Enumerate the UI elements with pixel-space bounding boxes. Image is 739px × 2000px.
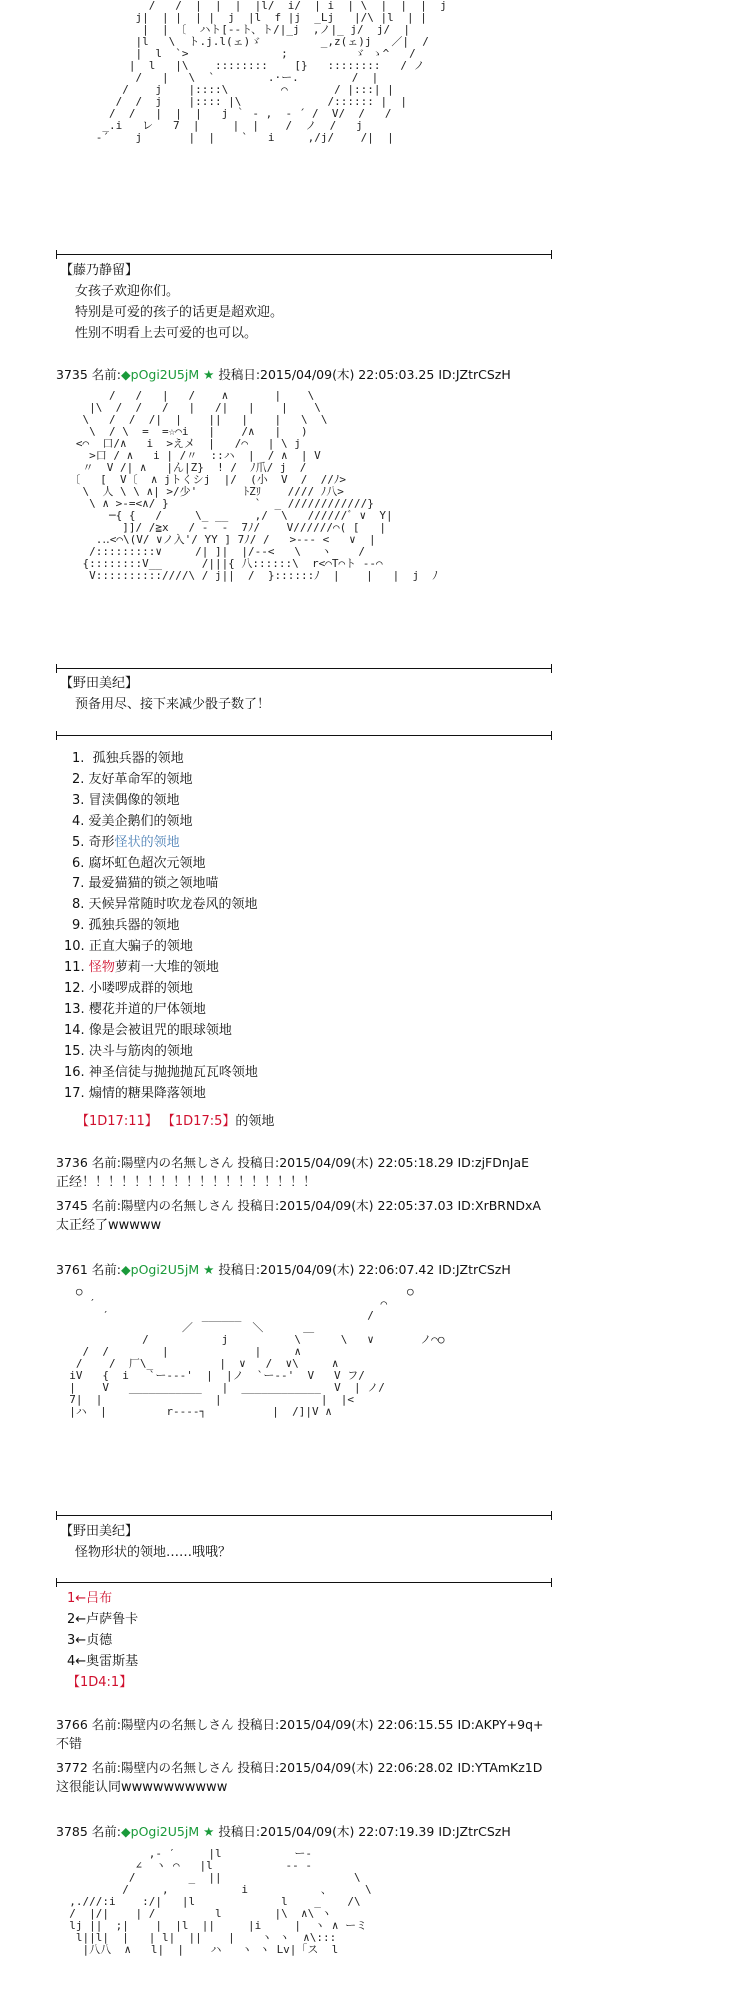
list-item: 1. 孤独兵器的领地 — [72, 751, 184, 766]
choice-item: 1←吕布 — [67, 1591, 113, 1606]
choice-item: 4←奥雷斯基 — [67, 1654, 139, 1669]
post-header-3785: 3785 名前:◆pOgi2U5jM ★ 投稿日:2015/04/09(木) 22:07:19.39 ID:JZtrCSzH — [56, 1824, 511, 1839]
list-item: 12. 小喽啰成群的领地 — [64, 980, 193, 996]
star-icon: ★ — [203, 367, 215, 382]
post-body: 太正经了wwwww — [56, 1218, 162, 1233]
ascii-art-noda-2: ○ ○ ′ ⌒ ′ ______ / ／ ＼ ＿ / j \ \ ∨ ノ⌒○ / / | | ∧ / / 厂\_ | ∨ / ∨\ ∧ iV { i `ー‐‐‐' | |ノ `ー‐‐' V V フ/ | V ___________ | ____________ V | ノ/ 7| | | | |< |ハ | r‐‐‐‐┐ | /]|V ∧ — [69, 1285, 445, 1418]
list-item: 3. 冒渎偶像的领地 — [72, 792, 180, 808]
highlight-text: 怪状的领地 — [114, 834, 180, 850]
post-body: 这很能认同wwwwwwwwww — [56, 1780, 228, 1795]
post-number[interactable]: 3772 — [56, 1760, 88, 1775]
dialogue-line: 女孩子欢迎你们。 — [75, 284, 180, 299]
list-item: 16. 神圣信徒与抛抛抛瓦瓦咚领地 — [64, 1064, 258, 1080]
list-item: 10. 正直大骗子的领地 — [64, 939, 193, 955]
post-header-3766: 3766 名前:陽壁内の名無しさん 投稿日:2015/04/09(木) 22:06:15.55 ID:AKPY+9q+ — [56, 1717, 544, 1732]
dialogue-line: 怪物形状的领地……哦哦？ — [75, 1545, 232, 1560]
list-item: 11. 怪物萝莉一大堆的领地 — [64, 960, 219, 976]
tripcode: ◆pOgi2U5jM — [121, 1824, 200, 1839]
list-item: 14. 像是会被诅咒的眼球领地 — [64, 1022, 232, 1038]
post-header-3735 — [56, 367, 511, 383]
post-body: 不错 — [56, 1737, 83, 1752]
territory-list — [64, 749, 258, 1104]
section-divider — [56, 1515, 552, 1516]
post-number[interactable]: 3766 — [56, 1717, 88, 1732]
section-divider — [56, 1582, 552, 1583]
post-number[interactable]: 3745 — [56, 1198, 88, 1213]
list-item: 2. 友好革命军的领地 — [72, 771, 193, 787]
tripcode: ◆pOgi2U5jM — [121, 1262, 200, 1277]
post-header-3761: 3761 名前:◆pOgi2U5jM ★ 投稿日:2015/04/09(木) 22:06:07.42 ID:JZtrCSzH — [56, 1262, 511, 1277]
post-number[interactable]: 3736 — [56, 1155, 88, 1170]
section-divider — [56, 735, 552, 736]
poster-id[interactable]: ID:AKPY+9q+ — [457, 1717, 544, 1732]
speaker-label: 【野田美纪】 — [60, 1524, 139, 1539]
poster-id[interactable]: ID:zjFDnJaE — [457, 1155, 530, 1170]
list-item: 15. 决斗与筋肉的领地 — [64, 1043, 193, 1059]
post-date: 2015/04/09(木) 22:05:03.25 — [260, 367, 435, 382]
list-item: 4. 爱美企鹅们的领地 — [72, 813, 193, 829]
date-label: 投稿日: — [218, 367, 261, 382]
poster-id[interactable]: ID:XrBRNDxA — [457, 1198, 541, 1213]
post-number[interactable]: 3785 — [56, 1824, 88, 1839]
name-label: 名前: — [91, 367, 122, 382]
post-header-3745: 3745 名前:陽壁内の名無しさん 投稿日:2015/04/09(木) 22:05:37.03 ID:XrBRNDxA — [56, 1198, 541, 1213]
poster-id[interactable]: ID:JZtrCSzH — [438, 1262, 511, 1277]
section-divider — [56, 254, 552, 255]
speaker-label: 【野田美纪】 — [60, 676, 139, 691]
list-item: 5. 奇形怪状的领地 — [72, 834, 180, 850]
dialogue-line: 特别是可爱的孩子的话更是超欢迎。 — [75, 305, 284, 320]
highlight-text: 怪物 — [88, 960, 115, 976]
choice-item: 2←卢萨鲁卡 — [67, 1612, 139, 1627]
ascii-art-noda-3: ,‐ ′ |l ー‐ ∠ ヽ ⌒ |l ‐‐ ‐ / _ || \ / , i 、 \ ,.///:i :/| |l l _ /\ / |/| | / l |\ ∧\ ヽ lj || ;| | |l || |i | ヽ ∧ ーミ l||l| | | l| || | ヽ ヽ ∧\::: |八八 ∧ l| | ハ ヽ ヽ Lv|「ス l — [69, 1847, 372, 1956]
list-item: 7. 最爱猫猫的锁之领地喵 — [72, 876, 219, 892]
dice-result: 【1D17:11】 【1D17:5】的领地 — [76, 1114, 275, 1129]
list-item: 9. 孤独兵器的领地 — [72, 918, 180, 934]
list-item: 17. 煽情的糖果降落领地 — [64, 1085, 206, 1101]
tripcode: ◆pOgi2U5jM — [121, 367, 200, 382]
post-header-3772: 3772 名前:陽壁内の名無しさん 投稿日:2015/04/09(木) 22:06:28.02 ID:YTAmKz1D — [56, 1760, 543, 1775]
post-number[interactable]: 3735 — [56, 367, 88, 382]
post-body: 正经！！！！！！！！！！！！！！！！！！ — [56, 1175, 317, 1190]
list-item: 8. 天候异常随时吹龙卷风的领地 — [72, 897, 258, 913]
dice-result: 【1D4:1】 — [67, 1675, 133, 1690]
star-icon: ★ — [203, 1824, 215, 1839]
list-item: 6. 腐坏虹色超次元领地 — [72, 855, 206, 871]
ascii-art-noda-1: / / | / ∧ | \ |\ / / / | /| | | \ \ / / /| | || | | \ \ \ / \ = =☆⌒i | /∧ | ) <⌒ 口/∧ i >えメ | /⌒ | \ j >口 / ∧ i | /〃 ::ハ | / ∧ | V 〃 V /| ∧ |ん|Z} ! / ﾉ爪/ j / 〔 [ V〔 ∧ jトくシj |/ (小 V / //ﾉ> \ 人 \ \ ∧| >/少' ﾄZﾘ //// ﾉ八> \ ∧ >‐=<∧/ } ` _ ////////////} ─{ { / \_ __ ,/ \ //////ﾞ ∨ Y| ]]/ /≧x / ‐ ‐ 7ﾉ/ V//////⌒( [ | .‥<⌒\(V/ ∨ノ入'/ YY ] 7ﾉ/ / >‐‐‐ < ∨ | /:::::::::∨ /| ]| |/‐‐< \ ヽ / {::::::::V__ /|||{ 八::::::\ r<⌒T⌒ト ‐‐⌒ V::::::::::////\ / j|| / }::::::ﾉ | | | j ﾉ — [69, 389, 438, 582]
poster-id[interactable]: ID:YTAmKz1D — [457, 1760, 543, 1775]
dialogue-line: 预备用尽、接下来减少骰子数了！ — [75, 697, 271, 712]
speaker-label: 【藤乃静留】 — [60, 263, 139, 278]
choice-item: 3←贞德 — [67, 1633, 113, 1648]
star-icon: ★ — [203, 1262, 215, 1277]
post-number[interactable]: 3761 — [56, 1262, 88, 1277]
poster-id[interactable]: ID:JZtrCSzH — [438, 367, 511, 382]
poster-id[interactable]: ID:JZtrCSzH — [438, 1824, 511, 1839]
dialogue-line: 性别不明看上去可爱的也可以。 — [75, 326, 258, 341]
section-divider — [56, 668, 552, 669]
ascii-art-shizuru: / / | | | |l/ i/ | i | \ | | | j j| | | | | j |l f |j _Lj |/\ |l | | | | 〔 ハト[‐‐ト、ト/|_j ,ノ|_ j/ j/ | |l \ ト.j.l(ェ)ゞ _,z(ェ)j ／| / | l `> ; ゞ ゝ^ / | l |\ :::::::: [} :::::::: / ノ / | \ ` .·ー. / | / j |::::\ ⌒ / |:::| | / / j |:::: |\ /:::::: | | / / | | | j ｀ ‐ , ‐ ´ / V/ / / _.i レ 7 | | | / ノ / j -´ j | | ` i ,/j/ /| | — [95, 0, 447, 144]
post-header-3736: 3736 名前:陽壁内の名無しさん 投稿日:2015/04/09(木) 22:05:18.29 ID:zjFDnJaE — [56, 1155, 530, 1170]
list-item: 13. 樱花并道的尸体领地 — [64, 1001, 206, 1017]
